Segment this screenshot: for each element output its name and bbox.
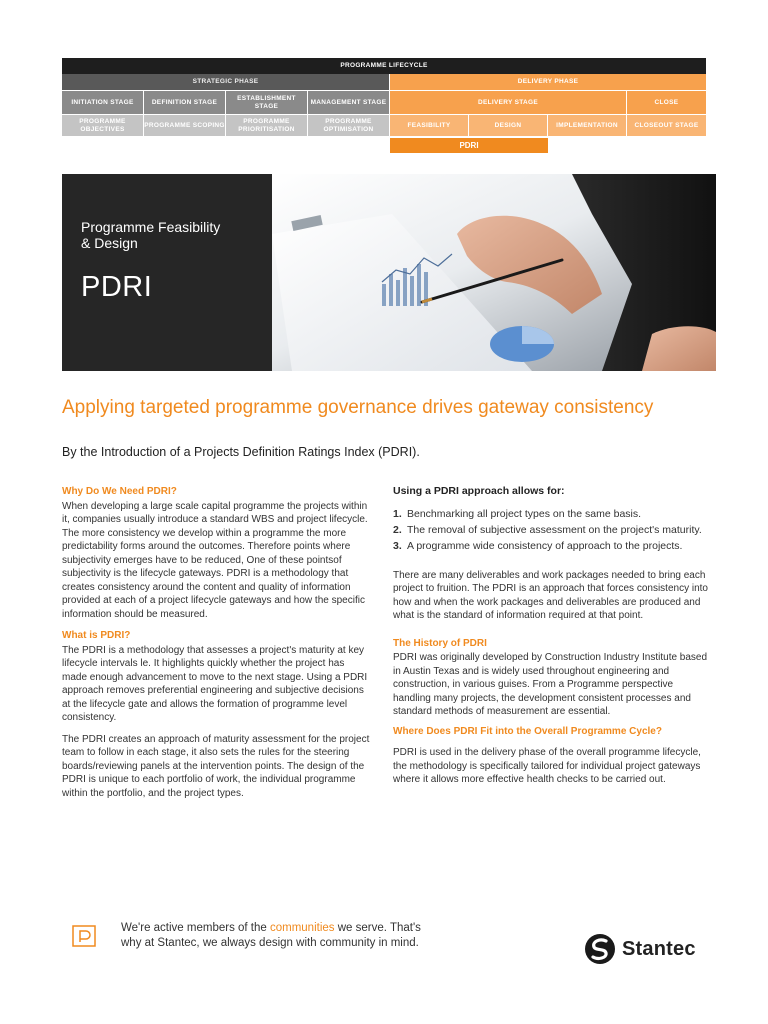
paragraph-history: PDRI was originally developed by Construction Industry Institute based in Austin Texas and is widely used throughout engineering and construction, in various guises. From a Programme perspective handling many projects, the development consistent processes and standard methods of measurement are essential. [393,652,708,717]
closeout-sub: CLOSEOUT STAGE [627,115,706,137]
programme-optimisation: PROGRAMME OPTIMISATION [308,115,390,137]
hero-subtitle-line2: & Design [81,235,138,251]
delivery-phase: DELIVERY PHASE [390,74,706,91]
heading-what-is-pdri: What is PDRI? [62,630,131,641]
footer-text-end: we serve. That's why at Stantec, we always design with community in mind. [121,922,421,949]
close-stage: CLOSE [627,91,706,115]
programme-lifecycle-table [62,58,706,150]
programme-scoping: PROGRAMME SCOPING [144,115,226,137]
paragraph-pdri-approach: The PDRI creates an approach of maturity assessment for the project team to follow in each stage, it also sets the rules for the steering boards/reviewing panels at the intervention points. The design of the PDRI is unique to each portfolio of work, the individual programme within the portfolio, and the project types. [62,733,370,799]
programme-objectives: PROGRAMME OBJECTIVES [62,115,144,137]
establishment-stage: ESTABLISHMENT STAGE [226,91,308,115]
footer-text-start: We're active members of the [121,922,270,934]
right-column [393,485,713,795]
hero-subtitle [81,219,220,251]
community-icon [72,925,96,947]
list-item [393,523,713,537]
hero-photo-illustration [272,174,716,371]
initiation-stage: INITIATION STAGE [62,91,144,115]
management-stage: MANAGEMENT STAGE [308,91,390,115]
paragraph-deliverables: There are many deliverables and work packages needed to bring each project to fruition. The PDRI is an approach that forces consistency into how and when the work packages and deliverables are produced and what is the standard of information required at that point. [393,569,708,621]
footer-communities-link[interactable]: communities [269,922,335,934]
hero-photo [272,174,716,371]
stantec-logo-icon [584,933,616,965]
paragraph-what-is-pdri: The PDRI is a methodology that assesses a project's maturity at key lifecycle intervals le. It highlights quickly whether the project has made enough advancement to move to the next stage. Using a PDRI approach removes preferential engineering and subjective decisions at the lifecycle gate and allows the formation of programme level consistency. [62,644,368,723]
intro-text: By the Introduction of a Projects Definition Ratings Index (PDRI). [62,445,420,459]
heading-history: The History of PDRI [393,637,487,649]
hero-panel [62,174,272,371]
list-number: 3. [393,539,402,552]
implementation-sub: IMPLEMENTATION [548,115,627,137]
logo-name: Stantec [622,937,696,960]
stantec-logo [584,933,696,965]
programme-prioritisation: PROGRAMME PRIORITISATION [226,115,308,137]
list-number: 2. [393,523,402,536]
pdri-tag: PDRI [390,138,548,153]
design-sub: DESIGN [469,115,548,137]
footer-text [121,921,441,951]
list-item [393,539,713,553]
heading-why-pdri: Why Do We Need PDRI? [62,486,177,497]
hero-subtitle-line1: Programme Feasibility [81,219,221,235]
list-text: The removal of subjective assessment on the project's maturity. [407,523,702,536]
list-text: Benchmarking all project types on the same basis. [407,507,642,520]
left-column [62,485,372,808]
heading-approach-allows: Using a PDRI approach allows for: [393,485,565,497]
benefits-list [393,507,713,553]
list-item [393,507,713,521]
lifecycle-header: PROGRAMME LIFECYCLE [62,58,706,74]
list-text: A programme wide consistency of approach to the projects. [407,539,683,552]
paragraph-why-pdri: When developing a large scale capital programme the projects within it, companies usually introduce a standard WBS and project lifecycle. The more consistency we develop within a programme the more predictability forms around the outcomes. Therefore points where subjectivity emerges have to be reduced, One of these pointsof subjectivity is the lifecycle gateways. PDRI is a methodology that creates consistency around the content and quality of information provided at each of a project lifecycle gateways and how the specific information should be measured. [62,500,368,620]
headline: Applying targeted programme governance drives gateway consistency [62,397,654,418]
hero-title: PDRI [81,271,153,303]
paragraph-where-fit: PDRI is used in the delivery phase of the overall programme lifecycle, the methodology is specifically tailored for individual project gateways where it allows more effective health checks to be carried out. [393,747,701,785]
definition-stage: DEFINITION STAGE [144,91,226,115]
strategic-phase: STRATEGIC PHASE [62,74,390,91]
feasibility-sub: FEASIBILITY [390,115,469,137]
delivery-stage: DELIVERY STAGE [390,91,627,115]
heading-where-fit: Where Does PDRI Fit into the Overall Programme Cycle? [393,725,662,737]
list-number: 1. [393,507,402,520]
